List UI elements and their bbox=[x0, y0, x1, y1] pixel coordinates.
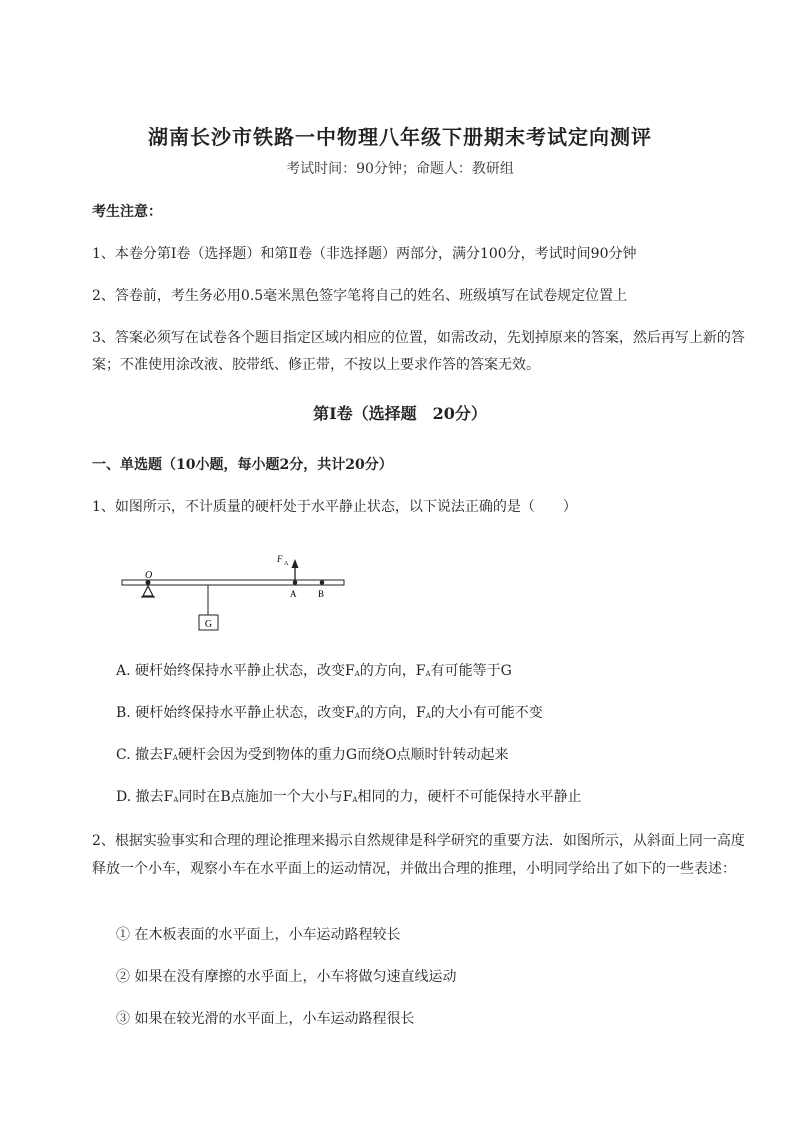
q2-item-2: ② 如果在没有摩擦的水乎面上，小车将做匀速直线运动 bbox=[116, 969, 457, 985]
part-heading: 一、单选题（10小题，每小题2分，共计20分） bbox=[92, 457, 393, 473]
lever-rod bbox=[122, 580, 344, 585]
label-o: O bbox=[145, 570, 153, 581]
notice-item-1: 1、本卷分第I卷（选择题）和第Ⅱ卷（非选择题）两部分，满分100分，考试时间90分钟 bbox=[92, 246, 637, 262]
label-b: B bbox=[318, 589, 325, 599]
option-d: D. 撤去FA同时在B点施加一个大小与FA相同的力，硬杆不可能保持水平静止 bbox=[116, 789, 582, 805]
label-f-sub: A bbox=[284, 561, 289, 567]
lever-figure bbox=[110, 540, 360, 635]
fulcrum-triangle bbox=[143, 586, 153, 596]
label-a: A bbox=[290, 589, 297, 599]
question-1-stem: 1、如图所示，不计质量的硬杆处于水平静止状态，以下说法正确的是（ ） bbox=[92, 499, 577, 515]
exam-info: 考试时间：90分钟；命题人：教研组 bbox=[286, 161, 514, 177]
section-title: 第I卷（选择题 20分） bbox=[313, 404, 487, 423]
label-f: F bbox=[277, 554, 283, 564]
notice-heading: 考生注意： bbox=[92, 204, 162, 220]
page-title: 湖南长沙市铁路一中物理八年级下册期末考试定向测评 bbox=[148, 125, 652, 149]
option-b: B. 硬杆始终保持水平静止状态，改变FA的方向，FA的大小有可能不变 bbox=[116, 705, 543, 721]
point-b bbox=[320, 580, 325, 585]
question-2-stem: 2、根据实验事实和合理的理论推理来揭示自然规律是科学研究的重要方法．如图所示，从斜面上同一高度释放一个小车，观察小车在水平面上的运动情况，并做出合理的推理，小明同学给出了如下的一些表述： bbox=[92, 833, 745, 877]
force-arrow-head bbox=[292, 559, 299, 568]
notice-item-3: 3、答案必须写在试卷各个题目指定区域内相应的位置，如需改动，先划掉原来的答案，然后再写上新的答案；不准使用涂改液、胶带纸、修正带，不按以上要求作答的答案无效。 bbox=[92, 330, 745, 373]
option-c: C. 撤去FA硬杆会因为受到物体的重力G而绕O点顺时针转动起来 bbox=[116, 747, 509, 763]
q2-item-1: ① 在木板表面的水平面上，小车运动路程较长 bbox=[116, 927, 401, 943]
notice-item-2: 2、答卷前，考生务必用0.5毫米黑色签字笔将自己的姓名、班级填写在试卷规定位置上 bbox=[92, 288, 628, 304]
option-a: A. 硬杆始终保持水平静止状态，改变FA的方向，FA有可能等于G bbox=[116, 663, 512, 679]
q2-item-3: ③ 如果在较光滑的水平面上，小车运动路程很长 bbox=[116, 1011, 415, 1027]
weight-label: G bbox=[204, 619, 213, 630]
